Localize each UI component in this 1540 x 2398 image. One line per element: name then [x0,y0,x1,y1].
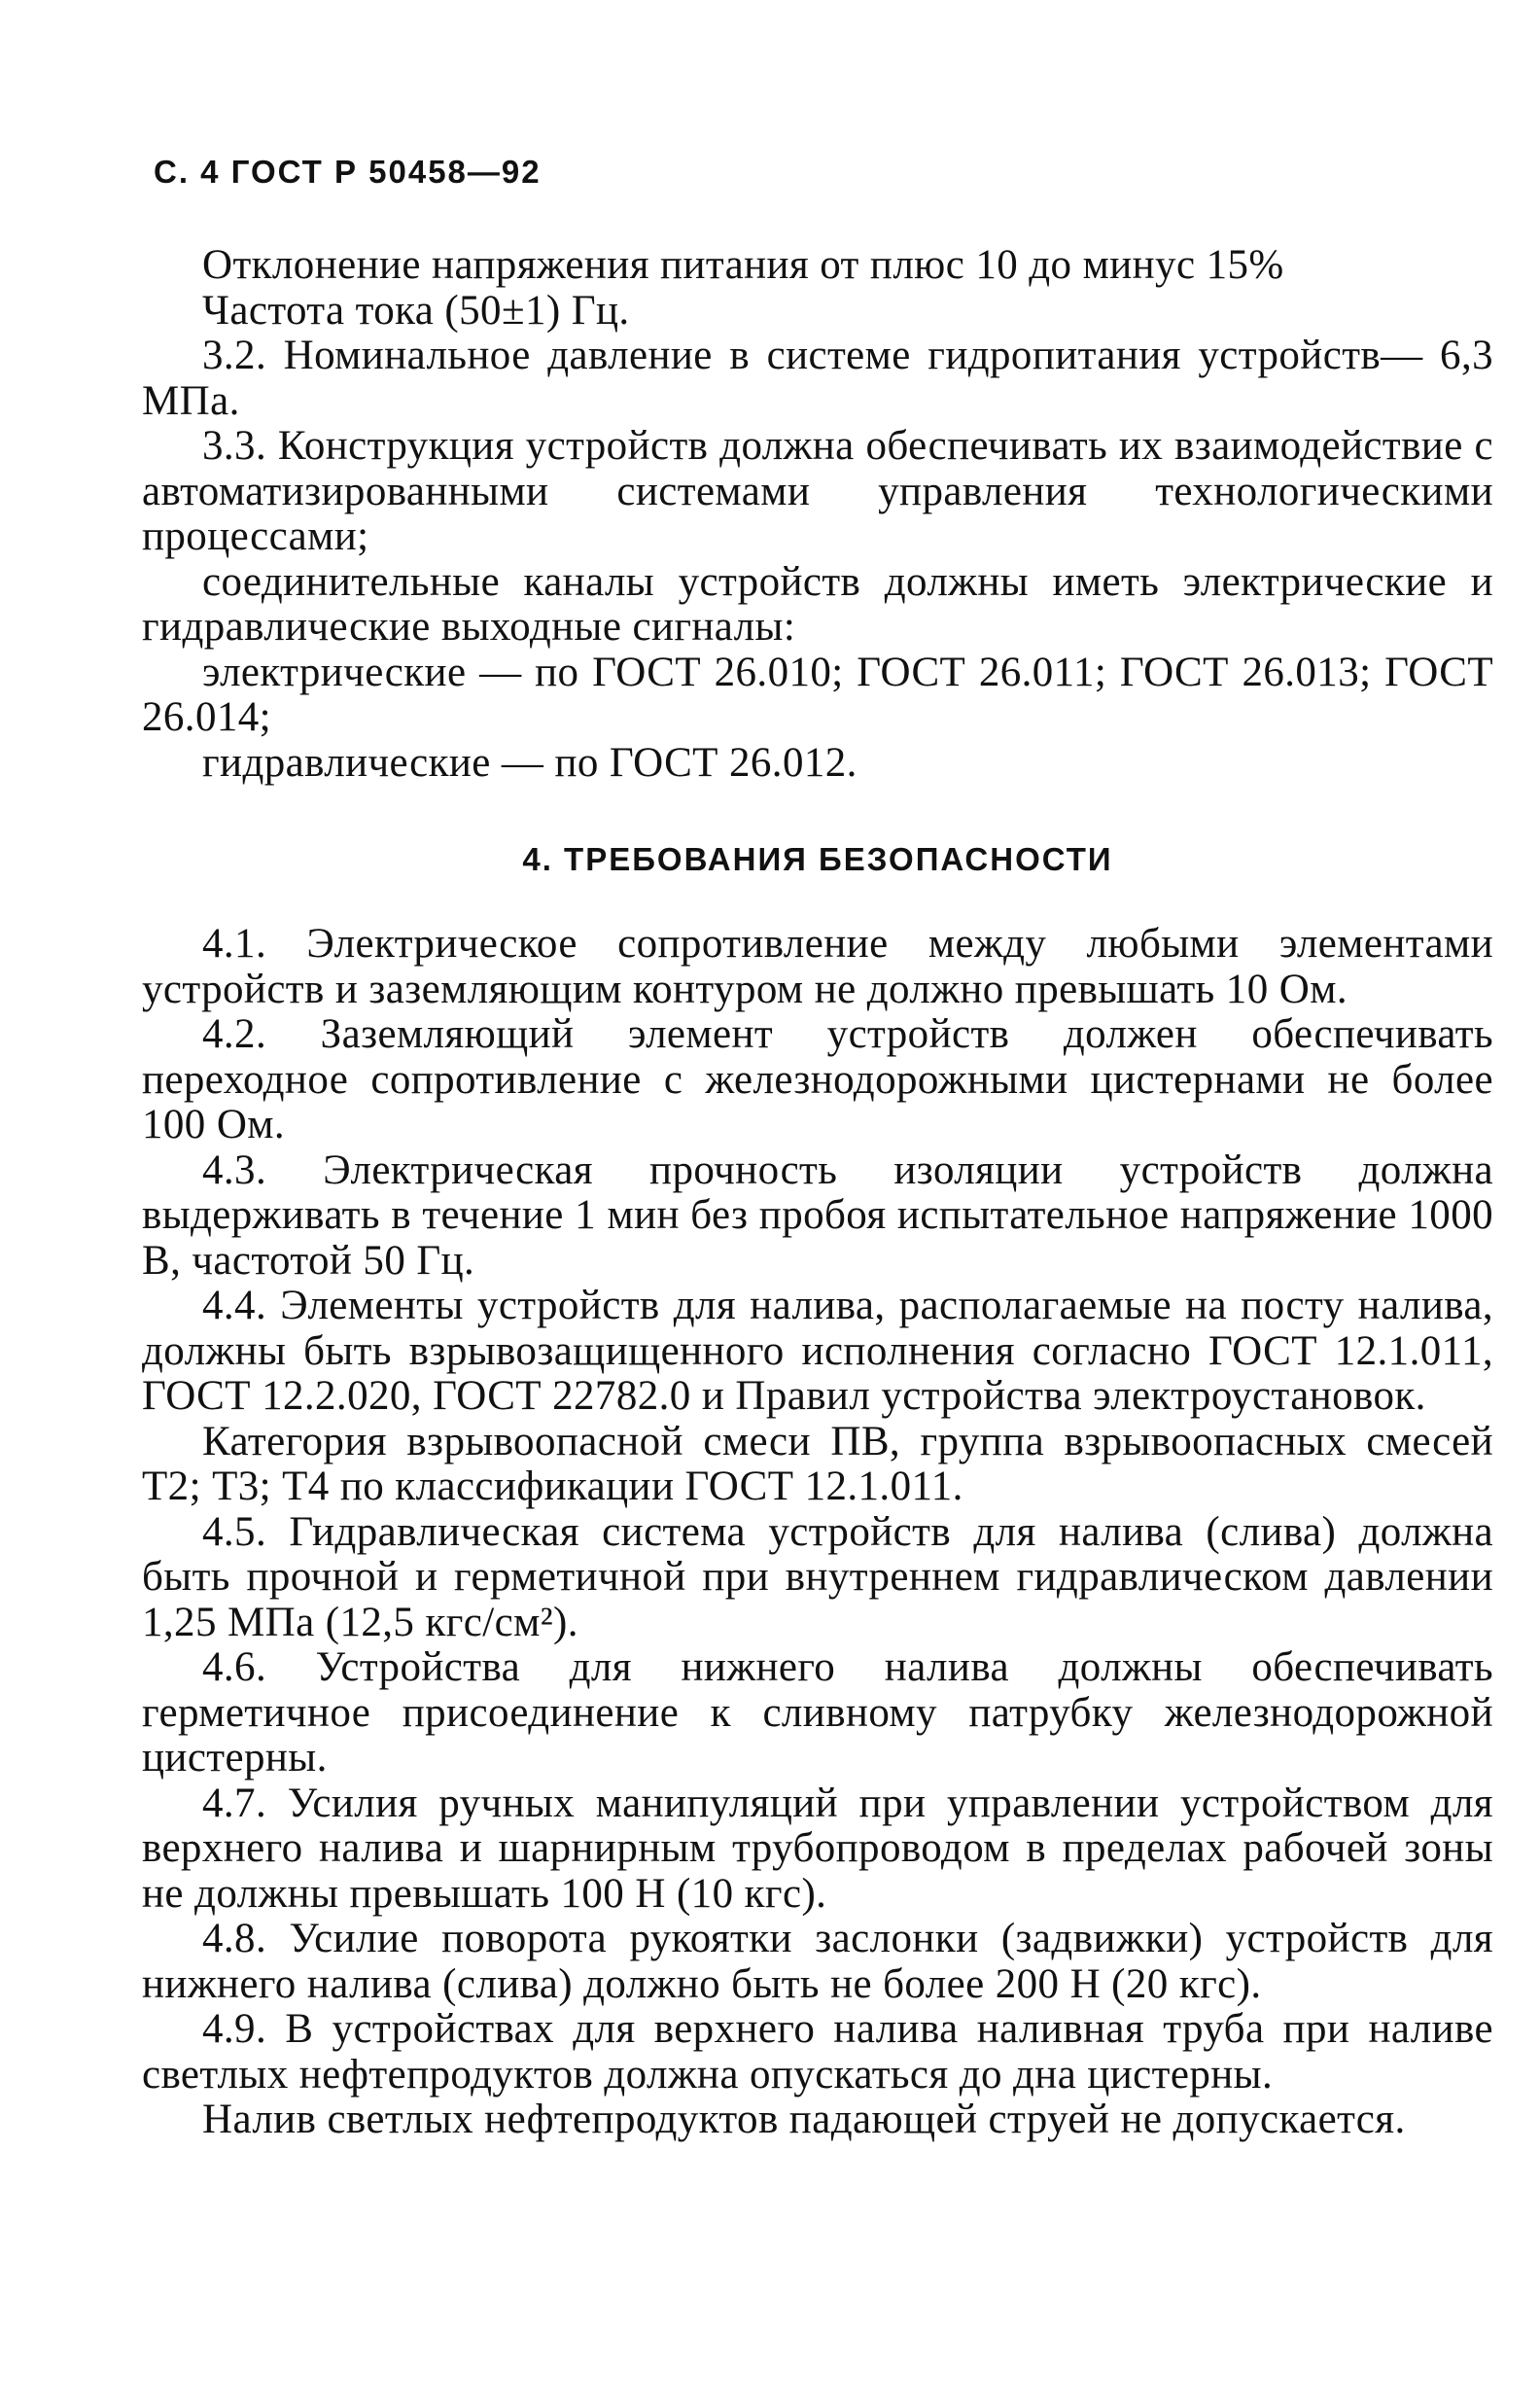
paragraph: электрические — по ГОСТ 26.010; ГОСТ 26.011; ГОСТ 26.013; ГОСТ 26.014; [142,649,1493,740]
paragraph: гидравлические — по ГОСТ 26.012. [202,739,858,786]
document-body [142,243,1493,2143]
paragraph: Налив светлых нефтепродуктов падающей струей не допускается. [202,2097,1406,2142]
paragraph: Категория взрывоопасной смеси ПВ, группа взрывоопасных смесей Т2; Т3; Т4 по классификации ГОСТ 12.1.011. [142,1418,1493,1509]
paragraph: 4.9. В устройствах для верхнего налива наливная труба при наливе светлых нефтепродуктов должна опускаться до дна цистерны. [142,2006,1493,2098]
paragraph: 4.3. Электрическая прочность изоляции устройств должна выдерживать в течение 1 мин без пробоя испытательное напряжение 1000 В, частотой 50 Гц. [142,1146,1493,1284]
paragraph: Частота тока (50±1) Гц. [202,287,630,334]
paragraph: 3.2. Номинальное давление в системе гидропитания устройств— 6,3 МПа. [142,333,1493,424]
section-title: 4. ТРЕБОВАНИЯ БЕЗОПАСНОСТИ [522,841,1113,877]
paragraph: 4.4. Элементы устройств для налива, располагаемые на посту налива, должны быть взрывозащищенного исполнения согласно ГОСТ 12.1.011, ГОСТ 12.2.020, ГОСТ 22782.0 и Правил устройства электроустановок. [142,1283,1493,1419]
paragraph: 4.5. Гидравлическая система устройств для налива (слива) должна быть прочной и герметичной при внутреннем гидравлическом давлении 1,25 МПа (12,5 кгс/см²). [142,1508,1493,1645]
paragraph: 4.8. Усилие поворота рукоятки заслонки (задвижки) устройств для нижнего налива (слива) должно быть не более 200 Н (20 кгс). [142,1916,1493,2007]
paragraph: 3.3. Конструкция устройств должна обеспечивать их взаимодействие с автоматизированными системами управления технологическими процессами; [142,423,1493,559]
paragraph: Отклонение напряжения питания от плюс 10 до минус 15% [202,242,1284,288]
paragraph: 4.6. Устройства для нижнего налива должны обеспечивать герметичное присоединение к сливному патрубку железнодорожной цистерны. [142,1644,1493,1781]
paragraph: 4.1. Электрическое сопротивление между любыми элементами устройств и заземляющим контуром не должно превышать 10 Ом. [142,921,1493,1012]
paragraph: соединительные каналы устройств должны иметь электрические и гидравлические выходные сигналы: [142,558,1493,650]
paragraph: 4.7. Усилия ручных манипуляций при управлении устройством для верхнего налива и шарнирным трубопроводом в пределах рабочей зоны не должны превышать 100 Н (10 кгс). [142,1780,1493,1917]
paragraph: 4.2. Заземляющий элемент устройств должен обеспечивать переходное сопротивление с железнодорожными цистернами не более 100 Ом. [142,1011,1493,1147]
page-header: С. 4 ГОСТ Р 50458—92 [154,154,542,190]
